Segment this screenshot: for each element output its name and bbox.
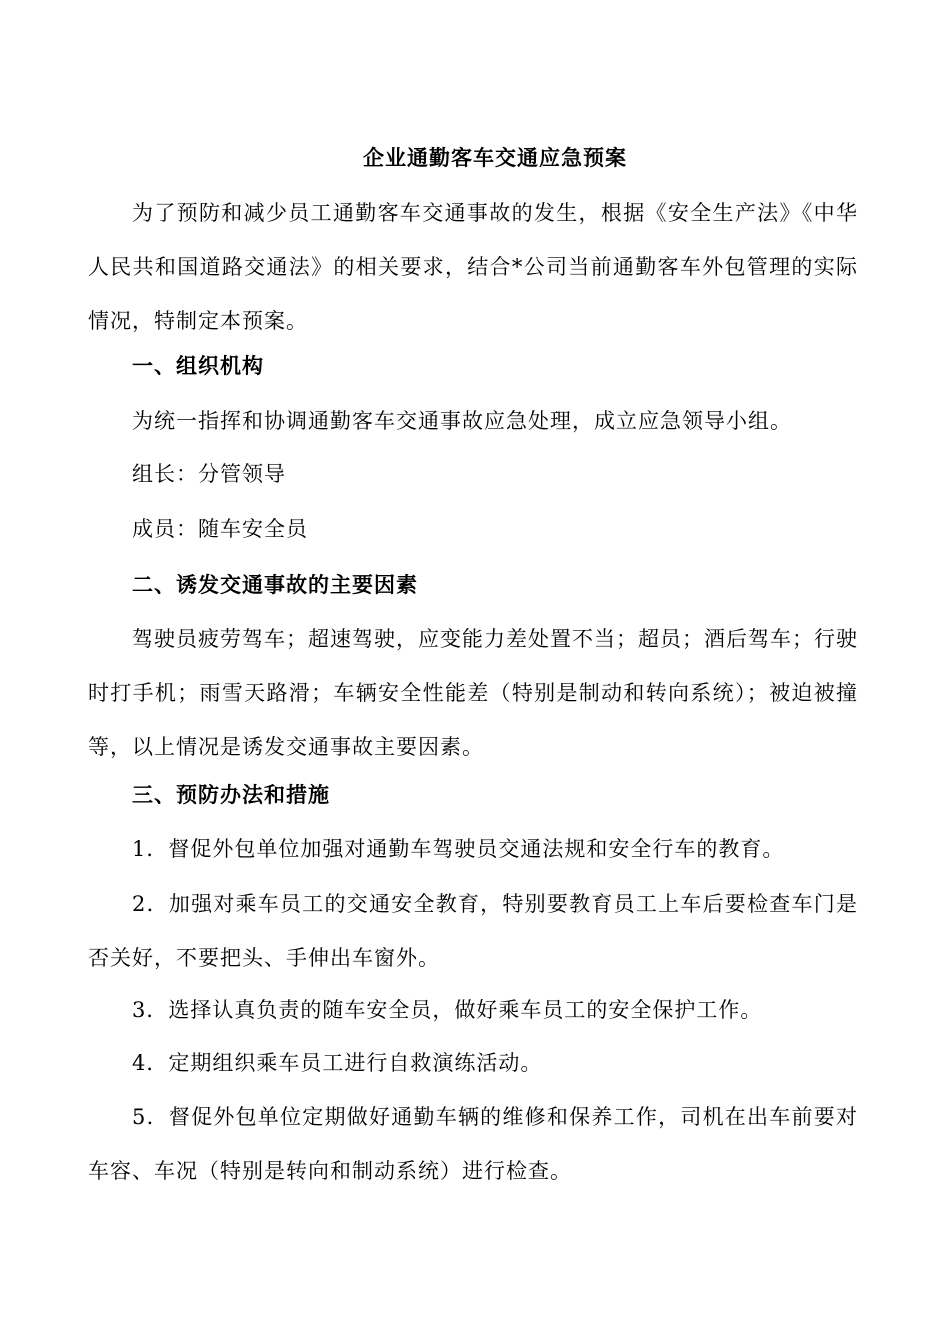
section2-text: 驾驶员疲劳驾车；超速驾驶，应变能力差处置不当；超员；酒后驾车；行驶时打手机；雨雪天路滑；车辆安全性能差（特别是制动和转向系统）；被迫被撞等，以上情况是诱发交通事故主要因素。 (88, 627, 858, 759)
section1-heading: 一、组织机构 (132, 353, 264, 378)
section1-members: 成员：随车安全员 (132, 517, 308, 541)
section2-heading: 二、诱发交通事故的主要因素 (132, 572, 418, 597)
measure-item-2: 2．加强对乘车员工的交通安全教育，特别要教育员工上车后要检查车门是否关好，不要把头、手伸出车窗外。 (88, 892, 858, 970)
section1-leader: 组长：分管领导 (132, 462, 286, 486)
section1-text: 为统一指挥和协调通勤客车交通事故应急处理，成立应急领导小组。 (132, 409, 792, 433)
section3-heading: 三、预防办法和措施 (132, 782, 330, 807)
measure-item-4: 4．定期组织乘车员工进行自救演练活动。 (132, 1051, 543, 1075)
measure-item-5: 5．督促外包单位定期做好通勤车辆的维修和保养工作，司机在出车前要对车容、车况（特别是转向和制动系统）进行检查。 (88, 1105, 858, 1183)
measure-item-3: 3．选择认真负责的随车安全员，做好乘车员工的安全保护工作。 (132, 998, 763, 1022)
intro-paragraph: 为了预防和减少员工通勤客车交通事故的发生，根据《安全生产法》《中华人民共和国道路交通法》的相关要求，结合*公司当前通勤客车外包管理的实际情况，特制定本预案。 (88, 201, 858, 333)
document-title: 企业通勤客车交通应急预案 (363, 145, 627, 170)
measure-item-1: 1．督促外包单位加强对通勤车驾驶员交通法规和安全行车的教育。 (132, 837, 785, 861)
